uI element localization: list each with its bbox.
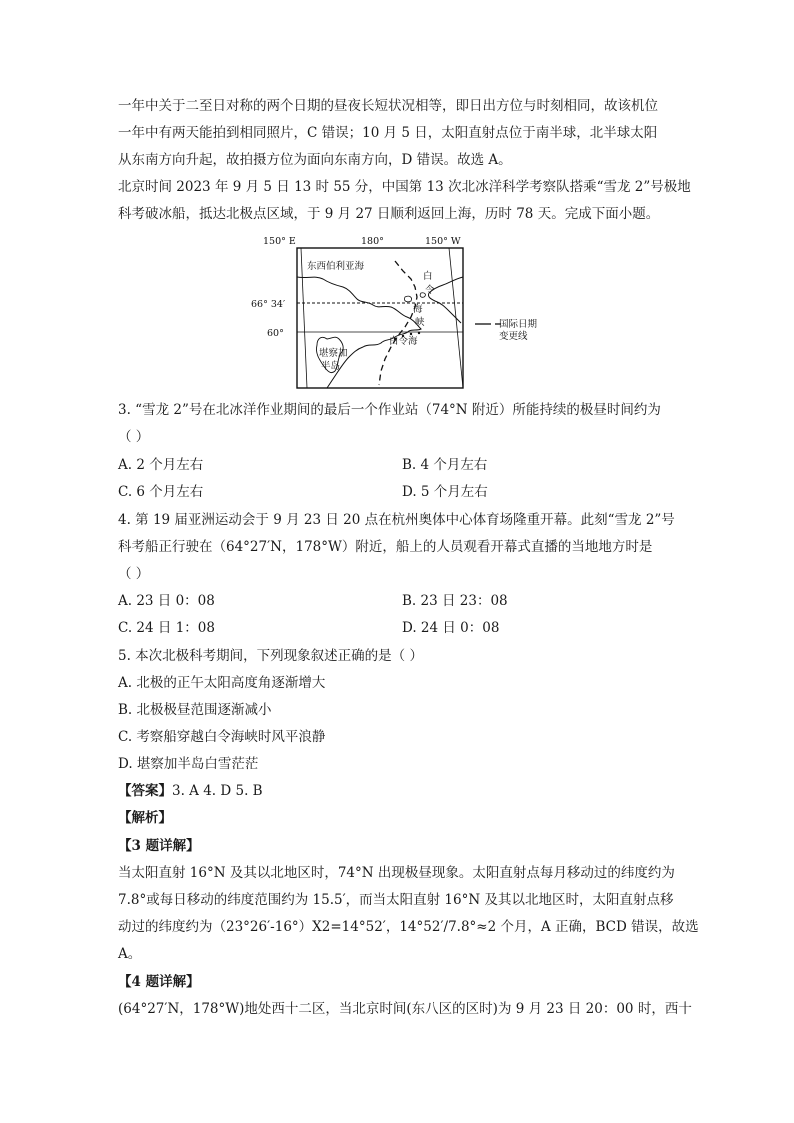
q3-stem-line-2: （ ） xyxy=(118,429,150,445)
q4-stem-line-3: （ ） xyxy=(118,566,150,582)
lat-label-60: 60° xyxy=(267,328,284,339)
label-kamchatka-2: 半岛 xyxy=(321,361,341,372)
q5-option-b: B. 北极极昼范围逐渐减小 xyxy=(118,702,272,718)
lon-label-150w: 150° W xyxy=(425,236,461,247)
alaska-coastline xyxy=(428,277,463,323)
q4-stem-line-1: 4. 第 19 届亚洲运动会于 9 月 23 日 20 点在杭州奥体中心体育场隆重开幕。此刻“雪龙 2”号 xyxy=(118,512,675,528)
asian-coastline xyxy=(297,277,421,388)
q3-option-a: A. 2 个月左右 xyxy=(118,457,204,473)
q5-option-a: A. 北极的正午太阳高度角逐渐增大 xyxy=(118,675,326,691)
detail4-line-1: (64°27′N，178°W)地处西十二区，当北京时间(东八区的区时)为 9 月 23 日 20：00 时，西十 xyxy=(118,1001,692,1017)
q3-option-b: B. 4 个月左右 xyxy=(402,457,488,473)
legend-label-line2: 变更线 xyxy=(499,331,528,342)
detail3-label: 【3 题详解】 xyxy=(118,838,200,854)
label-east-siberian-sea: 东西伯利亚海 xyxy=(307,261,365,272)
detail3-line-1: 当太阳直射 16°N 及其以北地区时，74°N 出现极昼现象。太阳直射点每月移动过的纬度约为 xyxy=(118,865,675,881)
intro-line-4: 北京时间 2023 年 9 月 5 日 13 时 55 分，中国第 13 次北冰洋科学考察队搭乘“雪龙 2”号极地 xyxy=(118,179,691,195)
intro-line-1: 一年中关于二至日对称的两个日期的昼夜长短状况相等，即日出方位与时刻相同，故该机位 xyxy=(118,98,658,114)
answer-row xyxy=(118,781,263,801)
label-bering-2: 令 xyxy=(425,285,435,296)
q4-option-b: B. 23 日 23：08 xyxy=(402,593,508,609)
detail3-line-3: 动过的纬度约为（23°26′-16°）X2=14°52′，14°52′/7.8°≈2 个月，A 正确，BCD 错误，故选 xyxy=(118,919,699,935)
date-line-path xyxy=(379,261,417,385)
label-bering-sea: 白令海 xyxy=(389,336,418,347)
analysis-label: 【解析】 xyxy=(118,810,172,826)
q5-stem: 5. 本次北极科考期间，下列现象叙述正确的是（ ） xyxy=(118,648,423,664)
detail4-label: 【4 题详解】 xyxy=(118,974,200,990)
detail3-line-4: A。 xyxy=(118,946,142,962)
label-bering-4: 峡 xyxy=(415,317,425,328)
q3-stem-line-1: 3. “雪龙 2”号在北冰洋作业期间的最后一个作业站（74°N 附近）所能持续的极昼时间约为 xyxy=(118,402,661,418)
bering-strait-map xyxy=(245,235,545,390)
q3-option-c: C. 6 个月左右 xyxy=(118,484,204,500)
label-bering-1: 白 xyxy=(423,271,433,282)
label-kamchatka-1: 堪察加 xyxy=(319,348,348,359)
answer-text: 3. A 4. D 5. B xyxy=(172,783,263,799)
aleutian-dot xyxy=(410,333,412,335)
q4-option-d: D. 24 日 0：08 xyxy=(402,620,500,636)
legend-label-line1: 国际日期 xyxy=(499,319,538,330)
q5-option-c: C. 考察船穿越白令海峡时风平浪静 xyxy=(118,729,326,745)
q4-option-a: A. 23 日 0：08 xyxy=(118,593,215,609)
q4-option-c: C. 24 日 1：08 xyxy=(118,620,215,636)
label-bering-3: 海 xyxy=(413,304,423,315)
answer-label: 【答案】 xyxy=(118,783,172,799)
lon-label-180: 180° xyxy=(361,236,384,247)
detail3-line-2: 7.8°或每日移动的纬度范围约为 15.5′，而当太阳直射 16°N 及其以北地区时，太阳直射点移 xyxy=(118,892,674,908)
intro-line-3: 从东南方向升起，故拍摄方位为面向东南方向，D 错误。故选 A。 xyxy=(118,152,512,168)
intro-line-2: 一年中有两天能拍到相同照片，C 错误；10 月 5 日，太阳直射点位于南半球，北半球太阳 xyxy=(118,125,658,141)
lat-label-66: 66° 34′ xyxy=(251,299,286,310)
intro-line-5: 科考破冰船，抵达北极点区域，于 9 月 27 日顺利返回上海，历时 78 天。完成下面小题。 xyxy=(118,206,660,222)
q5-option-d: D. 堪察加半岛白雪茫茫 xyxy=(118,756,259,772)
q3-option-d: D. 5 个月左右 xyxy=(402,484,488,500)
lon-label-150e: 150° E xyxy=(263,236,296,247)
aleutian-dot xyxy=(418,332,420,334)
island-outline xyxy=(404,296,411,302)
q4-stem-line-2: 科考船正行驶在（64°27′N，178°W）附近，船上的人员观看开幕式直播的当地地方时是 xyxy=(118,539,653,555)
